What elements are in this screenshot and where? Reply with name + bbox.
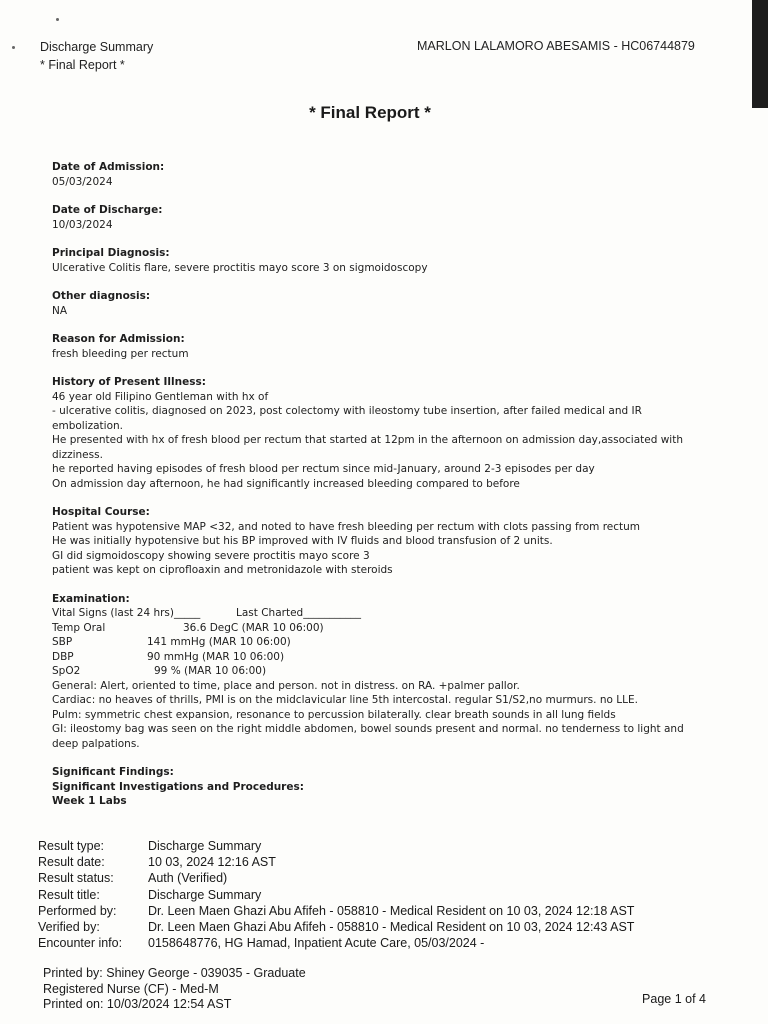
meta-key: Result type: bbox=[38, 839, 105, 853]
vital-name: SBP bbox=[52, 636, 73, 648]
course-line: He was initially hypotensive but his BP improved with IV fluids and blood transfusion of 2 units. bbox=[52, 535, 553, 547]
vitals-header bbox=[52, 606, 692, 621]
principal-diagnosis-section bbox=[52, 246, 692, 275]
meta-value: Dr. Leen Maen Ghazi Abu Afifeh - 058810 - Medical Resident on 10 03, 2024 12:18 AST bbox=[148, 903, 635, 918]
vital-row bbox=[52, 664, 692, 679]
examination-section bbox=[52, 592, 692, 752]
section-label: Reason for Admission: bbox=[52, 333, 185, 345]
section-label: Examination: bbox=[52, 592, 130, 605]
vital-value: 90 mmHg (MAR 10 06:00) bbox=[147, 650, 285, 663]
hpi-line: On admission day afternoon, he had significantly increased bleeding compared to before bbox=[52, 477, 520, 490]
meta-value: Discharge Summary bbox=[148, 887, 262, 902]
admission-section bbox=[52, 160, 692, 189]
exam-finding: General: Alert, oriented to time, place and person. not in distress. on RA. +palmer pallor. bbox=[52, 679, 520, 692]
patient-id: MARLON LALAMORO ABESAMIS - HC06744879 bbox=[417, 39, 695, 53]
hpi-line: - ulcerative colitis, diagnosed on 2023, post colectomy with ileostomy tube insertion, after failed medical and IR embolization. bbox=[52, 405, 642, 432]
page-title: * Final Report * bbox=[309, 103, 431, 122]
hpi-line: 46 year old Filipino Gentleman with hx of bbox=[52, 390, 269, 403]
scan-speck bbox=[56, 18, 59, 21]
page-number: Page 1 of 4 bbox=[642, 992, 706, 1006]
meta-key: Encounter info: bbox=[38, 936, 123, 951]
vital-row bbox=[52, 635, 692, 650]
hospital-course-section bbox=[52, 505, 692, 578]
vital-row bbox=[52, 621, 692, 636]
print-footer bbox=[43, 966, 306, 1013]
vital-value: 36.6 DegC (MAR 10 06:00) bbox=[183, 621, 324, 634]
vital-value: 141 mmHg (MAR 10 06:00) bbox=[147, 636, 291, 648]
hpi-line: He presented with hx of fresh blood per rectum that started at 12pm in the afternoon on admission day,associated with dizziness. bbox=[52, 434, 683, 461]
vital-row bbox=[52, 650, 692, 665]
last-charted-label: Last Charted___________ bbox=[236, 607, 361, 619]
meta-value: Discharge Summary bbox=[148, 839, 262, 853]
printed-by: Printed by: Shiney George - 039035 - Graduate bbox=[43, 966, 306, 980]
hpi-line: he reported having episodes of fresh blood per rectum since mid-January, around 2-3 episodes per day bbox=[52, 463, 595, 475]
section-label: Principal Diagnosis: bbox=[52, 247, 170, 259]
principal-diagnosis: Ulcerative Colitis flare, severe proctitis mayo score 3 on sigmoidoscopy bbox=[52, 261, 428, 274]
report-body bbox=[52, 160, 692, 823]
section-label: History of Present Illness: bbox=[52, 376, 206, 388]
admission-reason: fresh bleeding per rectum bbox=[52, 347, 189, 360]
section-label: Other diagnosis: bbox=[52, 290, 151, 302]
doc-subtitle: * Final Report * bbox=[40, 58, 125, 72]
scan-edge-mark bbox=[752, 0, 768, 108]
section-label: Hospital Course: bbox=[52, 506, 150, 518]
vital-name: Temp Oral bbox=[52, 621, 106, 634]
week-labs-label: Week 1 Labs bbox=[52, 795, 127, 807]
section-label: Significant Investigations and Procedures: bbox=[52, 780, 304, 793]
section-label: Date of Admission: bbox=[52, 161, 165, 173]
meta-key: Result title: bbox=[38, 887, 100, 902]
meta-key: Result date: bbox=[38, 855, 105, 870]
other-diagnosis-section bbox=[52, 289, 692, 318]
hpi-section bbox=[52, 375, 692, 491]
section-label: Date of Discharge: bbox=[52, 204, 163, 216]
scan-speck bbox=[12, 46, 15, 49]
exam-finding: Cardiac: no heaves of thrills, PMI is on the midclavicular line 5th intercostal. regular S1/S2,no murmurs. no LLE. bbox=[52, 694, 638, 706]
exam-finding: Pulm: symmetric chest expansion, resonance to percussion bilaterally. clear breath sounds in all lung fields bbox=[52, 708, 616, 721]
printed-on: Printed on: 10/03/2024 12:54 AST bbox=[43, 997, 232, 1011]
admission-date: 05/03/2024 bbox=[52, 175, 113, 188]
meta-key: Result status: bbox=[38, 871, 114, 886]
course-line: GI did sigmoidoscopy showing severe proctitis mayo score 3 bbox=[52, 549, 370, 562]
meta-value: 0158648776, HG Hamad, Inpatient Acute Care, 05/03/2024 - bbox=[148, 936, 485, 951]
other-diagnosis: NA bbox=[52, 304, 68, 317]
vital-name: SpO2 bbox=[52, 665, 81, 677]
meta-key: Performed by: bbox=[38, 903, 117, 918]
printer-role: Registered Nurse (CF) - Med-M bbox=[43, 981, 219, 996]
exam-finding: GI: ileostomy bag was seen on the right middle abdomen, bowel sounds present and normal. no tenderness to light and deep palpations. bbox=[52, 723, 684, 750]
vital-name: DBP bbox=[52, 650, 74, 663]
meta-key: Verified by: bbox=[38, 919, 100, 934]
course-line: Patient was hypotensive MAP <32, and noted to have fresh bleeding per rectum with clots passing from rectum bbox=[52, 520, 641, 533]
meta-value: Dr. Leen Maen Ghazi Abu Afifeh - 058810 - Medical Resident on 10 03, 2024 12:43 AST bbox=[148, 919, 635, 934]
meta-value: Auth (Verified) bbox=[148, 871, 228, 886]
significant-section bbox=[52, 765, 692, 809]
doc-type: Discharge Summary bbox=[40, 40, 154, 54]
reason-section bbox=[52, 332, 692, 361]
course-line: patient was kept on ciprofloaxin and metronidazole with steroids bbox=[52, 564, 393, 576]
discharge-date: 10/03/2024 bbox=[52, 218, 113, 231]
section-label: Significant Findings: bbox=[52, 766, 174, 778]
vitals-label: Vital Signs (last 24 hrs)_____ bbox=[52, 607, 201, 619]
vital-value: 99 % (MAR 10 06:00) bbox=[154, 665, 267, 677]
meta-value: 10 03, 2024 12:16 AST bbox=[148, 855, 276, 870]
discharge-section bbox=[52, 203, 692, 232]
